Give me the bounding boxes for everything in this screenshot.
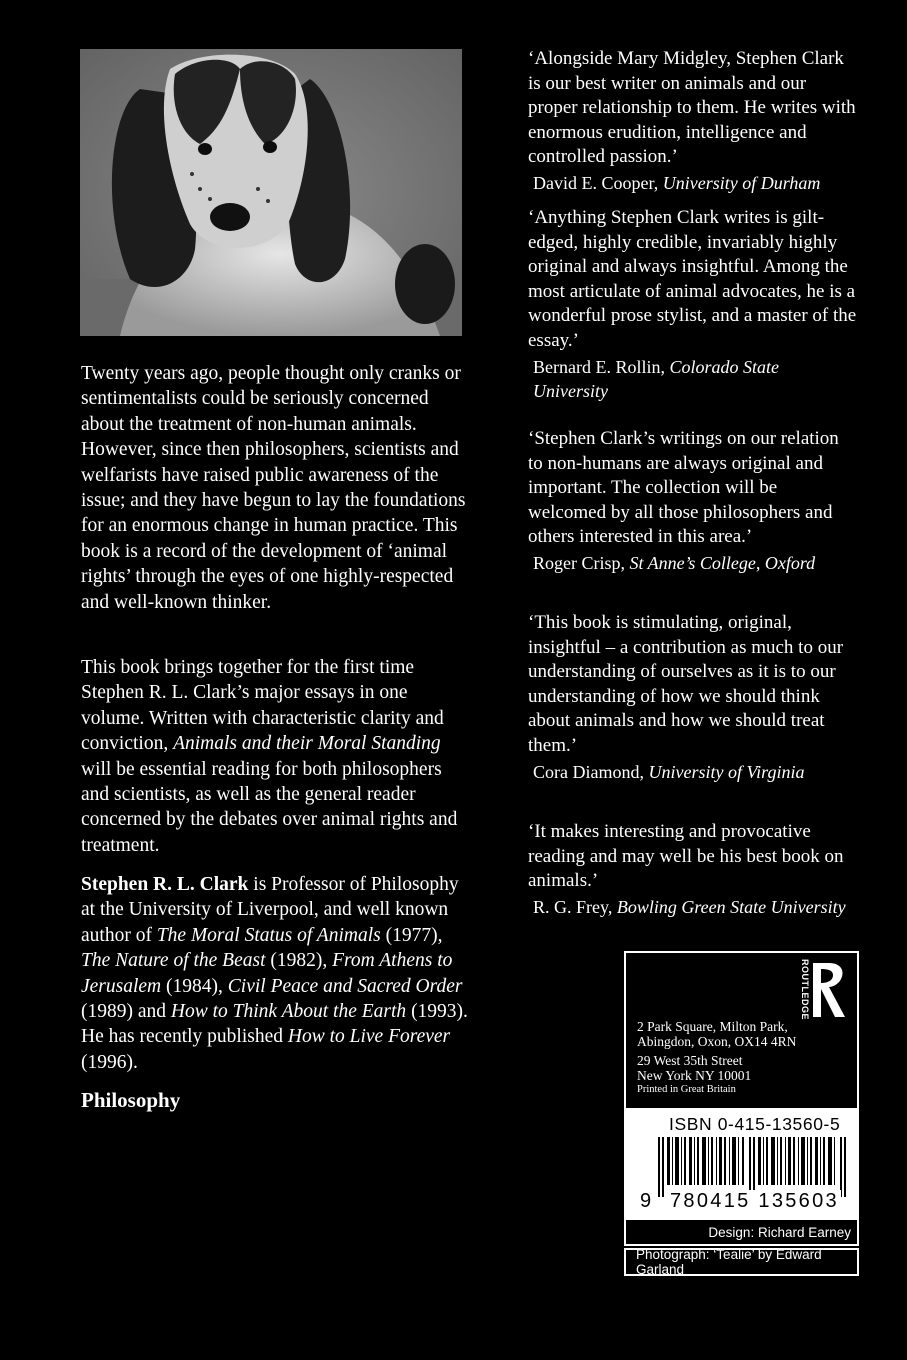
quote-attribution: R. G. Frey, Bowling Green State University xyxy=(533,896,846,917)
review-quote xyxy=(528,47,858,195)
quote-attribution: David E. Cooper, University of Durham xyxy=(533,172,821,193)
blurb-paragraph-1 xyxy=(81,361,471,615)
blurb-intro-text: Twenty years ago, people thought only cranks or sentimentalists could be seriously concerned about the treatment of non-human animals. However, since then philosophers, scientists and welfarists have raised public awareness of the issue; and they have begun to lay the foundations for an enormous change in human practice. This book is a record of the development of ‘animal rights’ through the eyes of one highly-respected and well-known thinker. xyxy=(81,363,466,613)
routledge-r-icon xyxy=(805,959,849,1021)
publisher-address: 2 Park Square, Milton Park, Abingdon, Oxon, OX14 4RN 29 West 35th Street New York NY 10001 Printed in Great Britain xyxy=(637,1019,837,1097)
quote-attribution: Roger Crisp, St Anne’s College, Oxford xyxy=(533,552,816,573)
isbn-barcode xyxy=(624,1108,859,1218)
isbn-number: ISBN 0-415-13560-5 xyxy=(669,1114,841,1134)
photo-credit-text: Photograph: ‘Tealie’ by Edward Garland xyxy=(636,1247,822,1277)
bibliography-title: The Nature of the Beast xyxy=(81,950,266,972)
author-name: Stephen R. L. Clark xyxy=(81,874,249,895)
bibliography-title: The Moral Status of Animals xyxy=(156,924,381,946)
quote-text: ‘This book is stimulating, original, insightful – a contribution as much to our understanding of ourselves as it is to our understanding of how we should think about animals and how we should treat them.’ xyxy=(528,612,844,756)
photo-credit xyxy=(624,1248,859,1276)
review-quote xyxy=(528,820,858,919)
review-quote xyxy=(528,611,858,784)
design-credit xyxy=(624,1218,859,1246)
dog-photo-image xyxy=(80,49,462,336)
bibliography-title: How to Live Forever xyxy=(287,1026,451,1048)
bibliography-title: How to Think About the Earth xyxy=(170,1001,407,1023)
subject-category: Philosophy xyxy=(81,1088,181,1112)
printed-in: Printed in Great Britain xyxy=(637,1084,736,1095)
bibliography-title: From Athens to Jerusalem xyxy=(81,950,453,997)
quote-text: ‘It makes interesting and provocative reading and may well be his best book on animals.’ xyxy=(528,821,844,892)
ean-digits: 780415 135603 xyxy=(670,1190,839,1212)
quote-attribution: Bernard E. Rollin, Colorado State University xyxy=(533,356,779,401)
publisher-logo-word: ROUTLEDGE xyxy=(800,959,810,1021)
routledge-logo xyxy=(800,959,849,1021)
blurb-paragraph-2 xyxy=(81,655,471,858)
dog-photo xyxy=(80,49,462,336)
ean-lead-digit: 9 xyxy=(640,1190,652,1212)
quote-text: ‘Stephen Clark’s writings on our relation to non-humans are always original and important. The collection will be welcomed by all those philosophers and others interested in this area.’ xyxy=(528,428,839,548)
quote-attribution: Cora Diamond, University of Virginia xyxy=(533,761,805,782)
bibliography-title: Civil Peace and Sacred Order xyxy=(227,975,463,997)
quote-text: ‘Anything Stephen Clark writes is gilt-edged, highly credible, invariably highly original and always insightful. Among the most articulate of animal advocates, he is a wonderful prose stylist, and a master of the essay.’ xyxy=(528,207,857,351)
blurb-collection-text-cont: will be essential reading for both philosophers and scientists, as well as the general reader concerned by the debates over animal rights and treatment. xyxy=(81,758,458,856)
review-quote xyxy=(528,206,858,403)
design-credit-text: Design: Richard Earney xyxy=(708,1224,851,1240)
blurb-collection-text: This book brings together for the first time Stephen R. L. Clark’s major essays in one volume. Written with characteristic clarity and conviction, xyxy=(81,657,444,755)
book-title: Animals and their Moral Standing xyxy=(173,733,441,755)
author-bio: Stephen R. L. Clark is Professor of Philosophy at the University of Liverpool, and well known author of The Moral Status of Animals (1977), The Nature of the Beast (1982), From Athens to Jerusalem (1984), Civil Peace and Sacred Order (1989) and How to Think About the Earth (1993). He has recently published How to Live Forever (1996). xyxy=(81,874,468,1073)
barcode-bars xyxy=(658,1137,846,1197)
quote-text: ‘Alongside Mary Midgley, Stephen Clark is our best writer on animals and our proper relationship to them. He writes with enormous erudition, intelligence and controlled passion.’ xyxy=(528,48,856,168)
review-quote xyxy=(528,427,858,575)
